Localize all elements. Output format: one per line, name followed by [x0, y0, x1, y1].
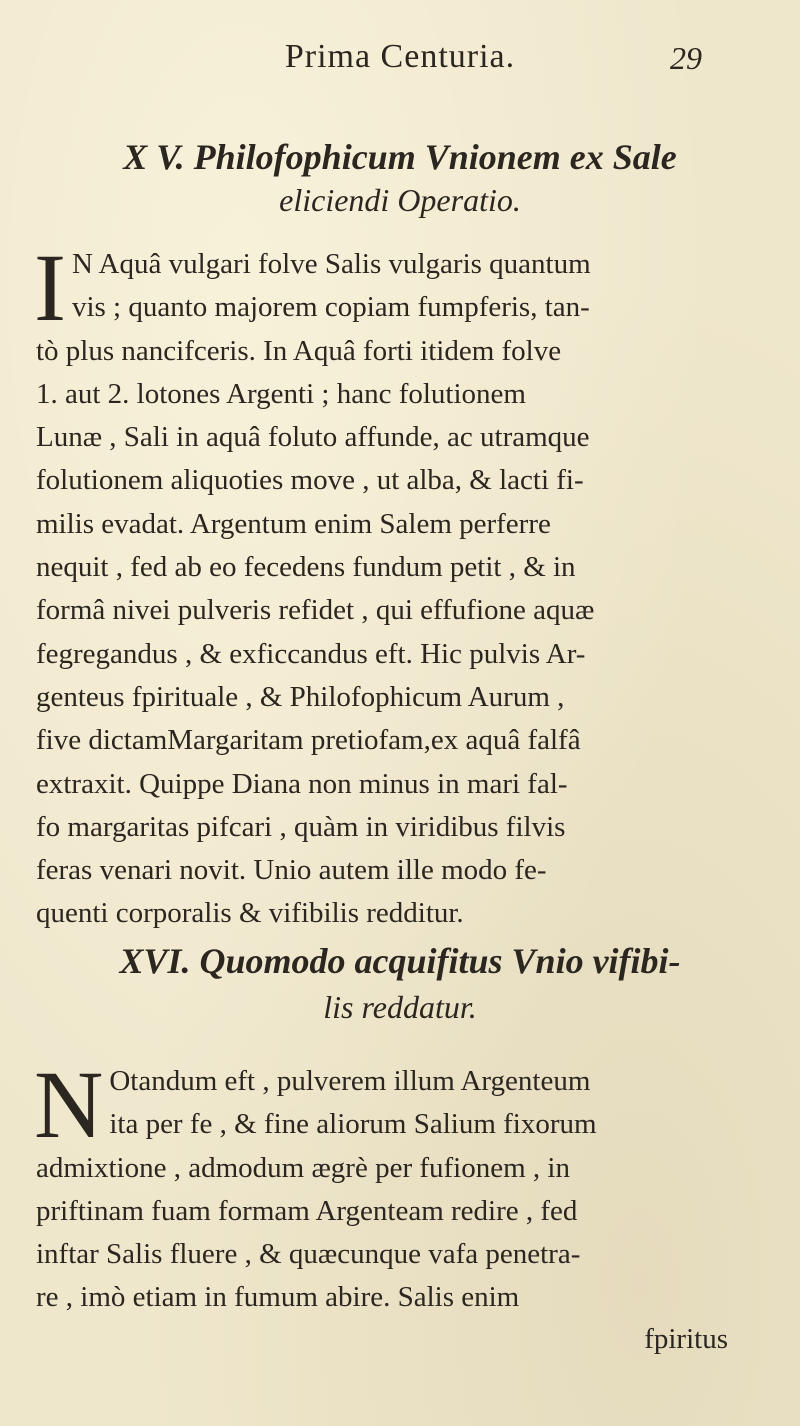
- section-16-drop-cap: N: [34, 1051, 104, 1158]
- running-title: Prima Centuria.: [284, 38, 516, 75]
- text-line: extraxit. Quippe Diana non minus in mari fal-: [36, 767, 568, 800]
- text-line: vis ; quanto majorem copiam fumpferis, tan-: [71, 291, 590, 324]
- running-header: [0, 38, 800, 88]
- section-16-body: [34, 1051, 736, 1320]
- text-line: five dictamMargaritam pretiofam,ex aquâ falfâ: [36, 724, 581, 757]
- text-line: milis evadat. Argentum enim Salem perferre: [36, 507, 551, 540]
- text-line: admixtione , admodum ægrè per fufionem , in: [36, 1151, 570, 1184]
- section-15-drop-cap: I: [34, 234, 66, 341]
- text-line: fo margaritas pifcari , quàm in viridibus filvis: [36, 810, 566, 843]
- text-line: formâ nivei pulveris refidet , qui effufione aquæ: [36, 594, 595, 627]
- section-15-title: X V. Philofophicum Vnionem ex Sale: [123, 137, 677, 177]
- section-15-body: [34, 234, 736, 936]
- text-line: quenti corporalis & vifibilis redditur.: [36, 897, 464, 930]
- text-line: priftinam fuam formam Argenteam redire , fed: [36, 1194, 578, 1227]
- text-line: feras venari novit. Unio autem ille modo fe-: [36, 854, 547, 887]
- text-line: Otandum eft , pulverem illum Argenteum: [109, 1065, 591, 1097]
- catchword: fpiritus: [644, 1323, 728, 1355]
- text-line: 1. aut 2. lotones Argenti ; hanc folutionem: [36, 377, 526, 410]
- text-line: N Aquâ vulgari folve Salis vulgaris quantum: [71, 248, 591, 280]
- section-16-title: XVI. Quomodo acquifitus Vnio vifibi-: [119, 941, 681, 981]
- section-15-subtitle: eliciendi Operatio.: [279, 182, 521, 218]
- text-line: nequit , fed ab eo fecedens fundum petit , & in: [36, 551, 576, 584]
- page-number: 29: [670, 40, 702, 76]
- text-line: fegregandus , & exficcandus eft. Hic pulvis Ar-: [36, 637, 586, 670]
- text-line: Lunæ , Sali in aquâ foluto affunde, ac utramque: [36, 421, 590, 454]
- text-line: ita per fe , & fine aliorum Salium fixorum: [109, 1108, 597, 1141]
- section-16-subtitle: lis reddatur.: [323, 989, 477, 1025]
- text-line: tò plus nancifceris. In Aquâ forti itidem folve: [36, 334, 562, 367]
- text-line: folutionem aliquoties move , ut alba, & lacti fi-: [36, 464, 584, 497]
- text-line: genteus fpirituale , & Philofophicum Aurum ,: [36, 680, 565, 713]
- text-line: re , imò etiam in fumum abire. Salis enim: [36, 1281, 520, 1314]
- text-line: inftar Salis fluere , & quæcunque vafa penetra-: [36, 1238, 581, 1271]
